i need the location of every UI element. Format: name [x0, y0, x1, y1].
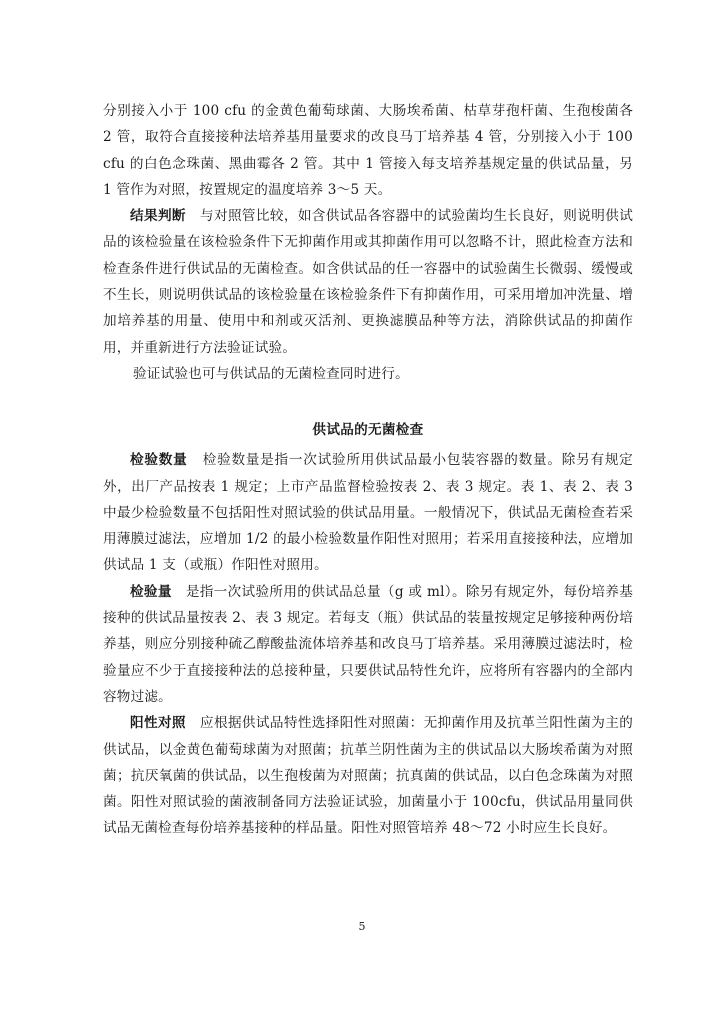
page-number: 5 [358, 920, 366, 933]
paragraph-text: 检验数量是指一次试验所用供试品最小包装容器的数量。除另有规定外，出厂产品按表 1 规定；上市产品监督检验按表 2、表 3 规定。表 1、表 2、表 3 中最少检验数量不包括阳性对照试验的供试品用量。一般情况下，供试品无菌检查若采用薄膜过滤法，应增加 1/2 的最小检验数量作阳性对照用；若采用直接接种法，应增加供试品 1 支（或瓶）作阳性对照用。 [103, 452, 633, 574]
paragraph-text: 分别接入小于 100 cfu 的金黄色葡萄球菌、大肠埃希菌、枯草芽孢杆菌、生孢梭菌各 2 管，取符合直接接种法培养基用量要求的改良马丁培养基 4 管，分别接入小于 100 cfu 的白色念珠菌、黑曲霉各 2 管。其中 1 管接入每支培养基规定量的供试品量，另 1 管作为对照，按置规定的温度培养 3～5 天。 [103, 103, 633, 198]
paragraph-test-amount [103, 579, 633, 710]
paragraph-continuation [103, 98, 633, 203]
paragraph-heading: 结果判断 [130, 208, 186, 225]
paragraph-heading: 阳性对照 [130, 715, 186, 732]
paragraph-test-quantity [103, 447, 633, 578]
paragraph-text: 与对照管比较，如含供试品各容器中的试验菌均生长良好，则说明供试品的该检验量在该检验条件下无抑菌作用或其抑菌作用可以忽略不计，照此检查方法和检查条件进行供试品的无菌检查。如含供试品的任一容器中的试验菌生长微弱、缓慢或不生长，则说明供试品的该检验量在该检验条件下有抑菌作用，可采用增加冲洗量、增加培养基的用量、使用中和剂或灭活剂、更换滤膜品种等方法，消除供试品的抑菌作用，并重新进行方法验证试验。 [103, 208, 633, 356]
paragraph-verification-note [103, 361, 633, 387]
paragraph-text: 应根据供试品特性选择阳性对照菌：无抑菌作用及抗革兰阳性菌为主的供试品，以金黄色葡萄球菌为对照菌；抗革兰阴性菌为主的供试品以大肠埃希菌为对照菌；抗厌氧菌的供试品，以生孢梭菌为对照菌；抗真菌的供试品，以白色念珠菌为对照菌。阳性对照试验的菌液制备同方法验证试验，加菌量小于 100cfu，供试品用量同供试品无菌检查每份培养基接种的样品量。阳性对照管培养 48～72 小时应生长良好。 [103, 715, 633, 837]
paragraph-positive-control [103, 710, 633, 841]
paragraph-text: 验证试验也可与供试品的无菌检查同时进行。 [133, 365, 409, 382]
paragraph-heading: 检验数量 [130, 452, 188, 469]
paragraph-text: 是指一次试验所用的供试品总量（g 或 ml）。除另有规定外，每份培养基接种的供试品量按表 2、表 3 规定。若每支（瓶）供试品的装量按规定足够接种两份培养基，则应分别接种硫乙醇酸盐流体培养基和改良马丁培养基。采用薄膜过滤法时，检验量应不少于直接接种法的总接种量，只要供试品特性允许，应将所有容器内的全部内容物过滤。 [103, 583, 633, 705]
paragraph-heading: 检验量 [130, 583, 172, 600]
document-body [103, 98, 633, 842]
paragraph-result-judgment [103, 203, 633, 361]
section-title: 供试品的无菌检查 [312, 422, 424, 439]
